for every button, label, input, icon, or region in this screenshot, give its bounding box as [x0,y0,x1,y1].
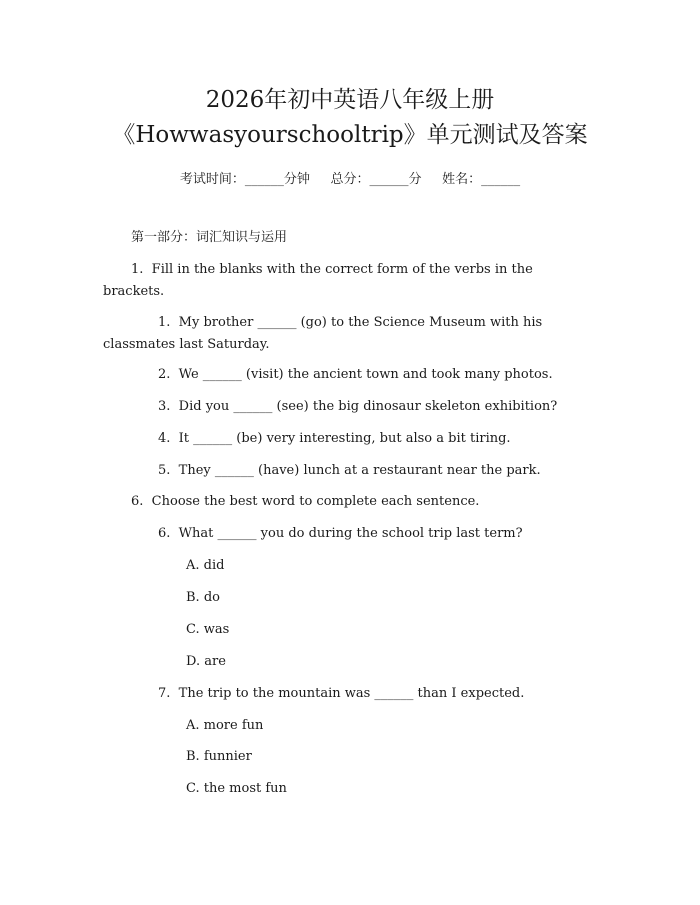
choice-item-7-option-b: B. funnier [186,749,252,764]
fill-item-4: 4. It ______ (be) very interesting, but also a bit tiring. [158,431,511,446]
fill-item-3: 3. Did you ______ (see) the big dinosaur skeleton exhibition? [158,399,558,414]
choice-item-7-option-a: A. more fun [186,718,264,733]
question-1-instruction-line-1: 1. Fill in the blanks with the correct form of the verbs in the [131,262,533,277]
choice-item-6-option-b: B. do [186,590,220,605]
exam-meta-line: 考试时间：______分钟 总分：______分 姓名：______ [179,172,521,187]
section-heading: 第一部分：词汇知识与运用 [131,230,288,245]
choice-item-7-option-c: C. the most fun [186,781,287,796]
fill-item-2: 2. We ______ (visit) the ancient town and took many photos. [158,367,553,382]
choice-item-6-option-c: C. was [186,622,230,637]
page-title-line-1: 2026年初中英语八年级上册 [205,87,495,113]
page-title-line-2: 《Howwasyourschooltrip》单元测试及答案 [112,122,588,148]
question-6-instruction: 6. Choose the best word to complete each sentence. [131,494,480,509]
choice-item-6-prompt: 6. What ______ you do during the school trip last term? [158,526,523,541]
fill-item-1-line-2: classmates last Saturday. [103,337,270,352]
fill-item-5: 5. They ______ (have) lunch at a restaurant near the park. [158,463,541,478]
choice-item-7-prompt: 7. The trip to the mountain was ______ than I expected. [158,686,525,701]
choice-item-6-option-a: A. did [186,558,225,573]
fill-item-1-line-1: 1. My brother ______ (go) to the Science Museum with his [158,315,543,330]
question-1-instruction-line-2: brackets. [103,284,165,299]
choice-item-6-option-d: D. are [186,654,226,669]
